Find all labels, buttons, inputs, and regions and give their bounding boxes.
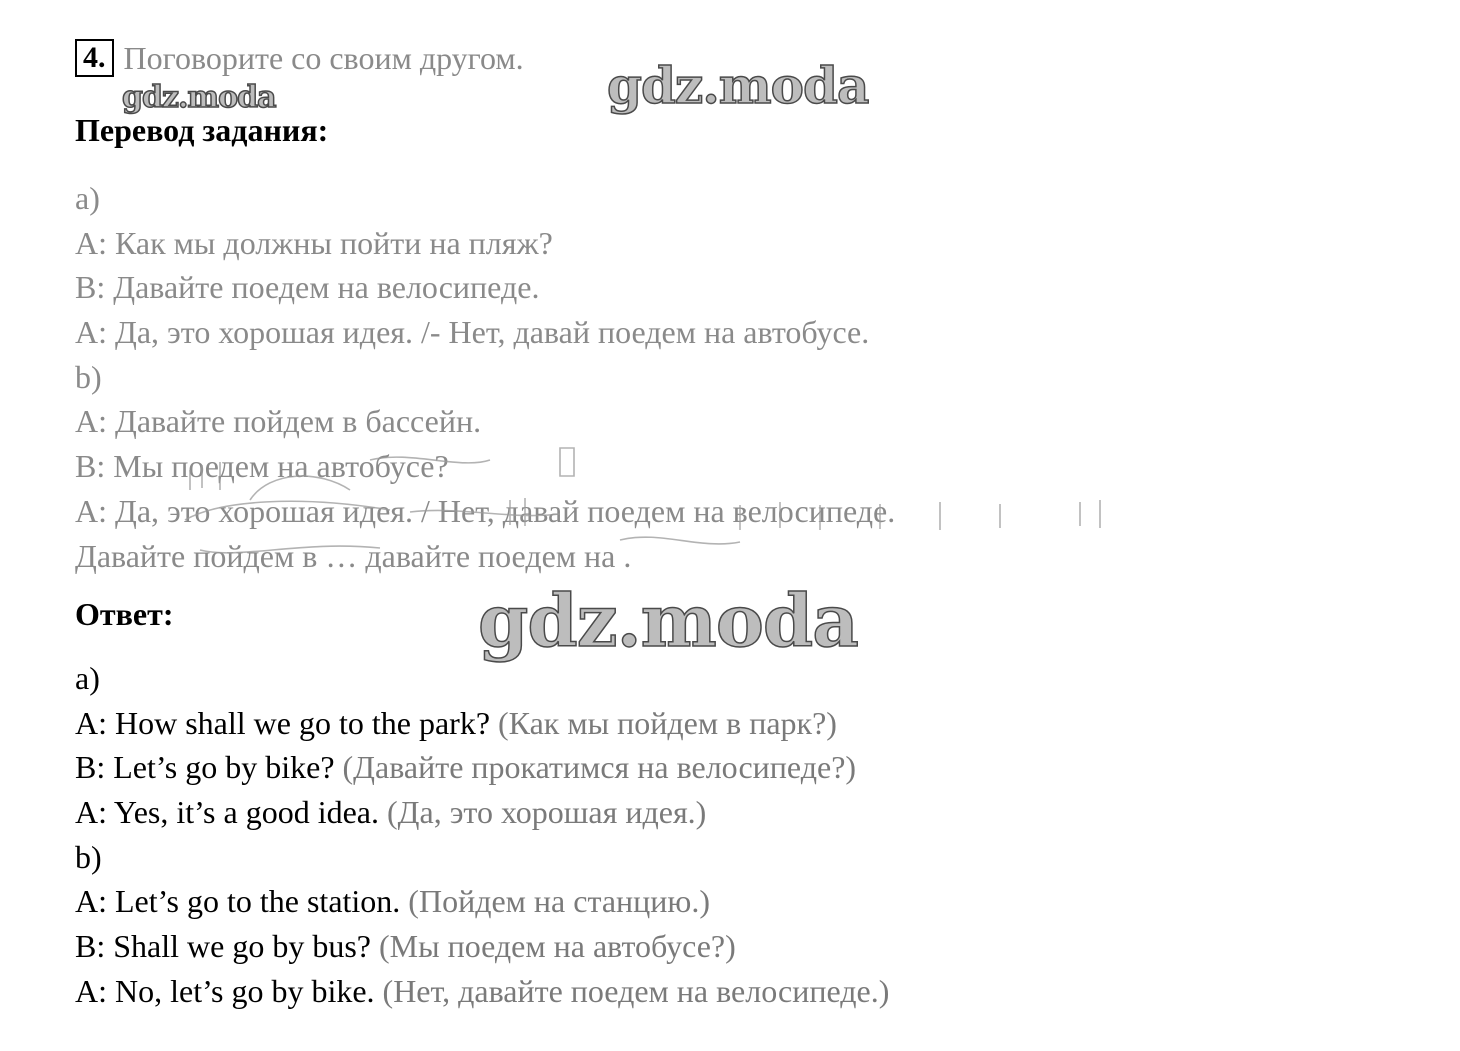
- answer-line: [75, 969, 889, 1014]
- translation-line: Давайте пойдем в … давайте поедем на .: [75, 537, 632, 574]
- answer-russian: (Да, это хорошая идея.): [387, 794, 707, 831]
- answer-line: [75, 835, 889, 880]
- answer-english: B: Shall we go by bus?: [75, 928, 371, 965]
- answer-russian: (Давайте прокатимся на велосипеде?): [342, 749, 857, 786]
- answer-russian: (Пойдем на станцию.): [408, 883, 710, 920]
- answer-english: A: Let’s go to the station.: [75, 883, 401, 920]
- translation-line: A: Да, это хорошая идея. / Нет, давай поедем на велосипеде.: [75, 492, 896, 529]
- translation-line: a): [75, 180, 100, 216]
- answer-english: A: No, let’s go by bike.: [75, 972, 375, 1009]
- answer-text: [75, 656, 889, 1014]
- watermark-logo: gdz.moda: [122, 80, 276, 115]
- answer-russian: (Мы поедем на автобусе?): [378, 928, 736, 965]
- task-header: [75, 36, 524, 80]
- watermark-logo: gdz.moda: [478, 578, 858, 663]
- translation-line: A: Да, это хорошая идея. /- Нет, давай поедем на автобусе.: [75, 314, 870, 351]
- answer-english: b): [75, 838, 102, 875]
- answer-english: B: Let’s go by bike?: [75, 749, 335, 786]
- answer-russian: (Как мы пойдем в парк?): [498, 704, 837, 741]
- translation-text: [75, 176, 895, 578]
- watermark-logo: gdz.moda: [607, 56, 869, 115]
- answer-line: [75, 656, 889, 701]
- translation-line: A: Давайте пойдем в бассейн.: [75, 403, 482, 440]
- answer-english: a): [75, 660, 100, 696]
- task-instruction: Поговорите со своим другом.: [123, 39, 524, 76]
- answer-english: A: Yes, it’s a good idea.: [75, 794, 379, 831]
- answer-line: [75, 924, 889, 969]
- translation-title: Перевод задания:: [75, 112, 329, 148]
- answer-line: [75, 879, 889, 924]
- answer-title: Ответ:: [75, 596, 174, 632]
- answer-russian: (Нет, давайте поедем на велосипеде.): [382, 972, 890, 1009]
- translation-line: B: Мы поедем на автобусе?: [75, 448, 449, 485]
- answer-line: [75, 745, 889, 790]
- translation-line: A: Как мы должны пойти на пляж?: [75, 224, 553, 261]
- answer-english: A: How shall we go to the park?: [75, 704, 491, 741]
- answer-line: [75, 701, 889, 746]
- translation-line: B: Давайте поедем на велосипеде.: [75, 269, 540, 306]
- answer-line: [75, 790, 889, 835]
- task-number: 4.: [75, 39, 114, 77]
- translation-line: b): [75, 358, 102, 395]
